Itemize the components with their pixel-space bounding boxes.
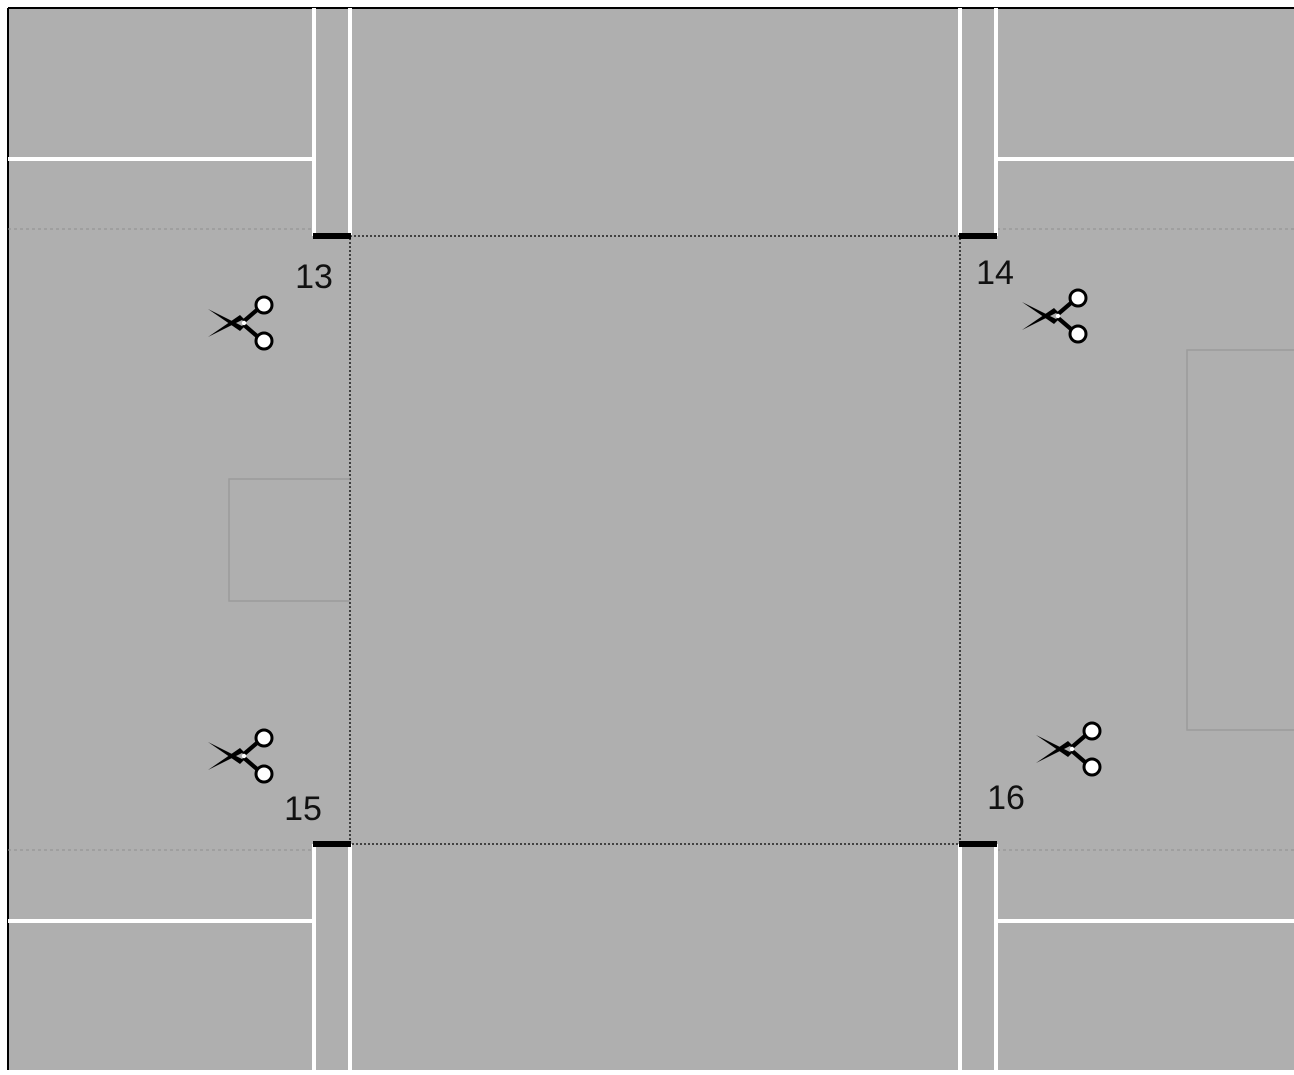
corner-label-15: 15	[284, 790, 322, 828]
template-panel	[8, 8, 1294, 1070]
corner-label-16: 16	[987, 779, 1025, 817]
corner-label-13: 13	[295, 258, 333, 296]
corner-label-14: 14	[976, 254, 1014, 292]
